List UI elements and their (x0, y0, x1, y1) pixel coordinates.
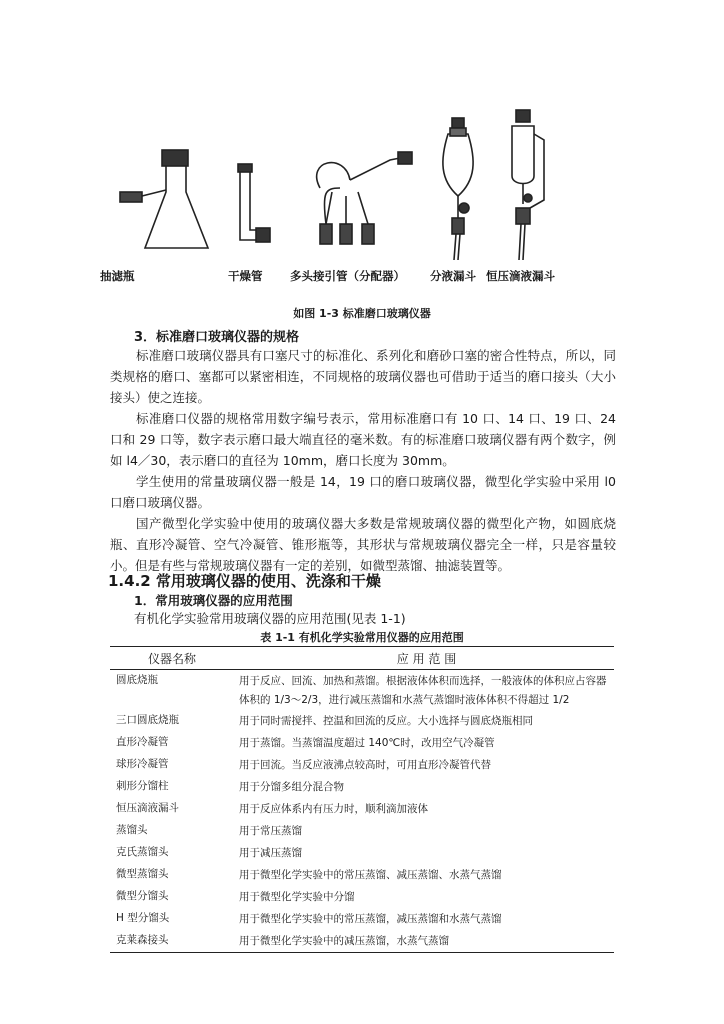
table-row (110, 710, 614, 732)
instrument-table (110, 646, 614, 953)
figure-caption: 如图 1-3 标准磨口玻璃仪器 (293, 307, 431, 320)
pressure-funnel-drawing (512, 110, 544, 260)
subsection-1-heading: 1．常用玻璃仪器的应用范围 (134, 593, 293, 608)
figure-label-drying-tube: 干燥管 (228, 269, 263, 283)
instrument-use: 用于反应、回流、加热和蒸馏。根据液体体积而选择，一般液体的体积应占容器体积的 1/3～2/3，进行减压蒸馏和水蒸气蒸馏时液体体积不得超过 1/2 (239, 675, 607, 706)
table-intro-text: 有机化学实验常用玻璃仪器的应用范围(见表 1-1) (134, 611, 406, 626)
column-header-name: 仪器名称 (110, 647, 239, 670)
table-row (110, 864, 614, 886)
figure-label-multi-adapter: 多头接引管（分配器） (290, 269, 405, 283)
table-row (110, 732, 614, 754)
instrument-name: 直形冷凝管 (116, 736, 169, 748)
instrument-use: 用于分馏多组分混合物 (239, 781, 344, 793)
figure-label-suction-flask: 抽滤瓶 (100, 269, 135, 283)
table-row (110, 908, 614, 930)
instrument-name: 微型分馏头 (116, 890, 169, 902)
instrument-name: 三口圆底烧瓶 (116, 714, 179, 726)
instrument-use: 用于回流。当反应液沸点较高时，可用直形冷凝管代替 (239, 759, 491, 771)
instrument-use: 用于减压蒸馏 (239, 847, 302, 859)
figure-label-separatory-funnel: 分液漏斗 (430, 269, 476, 283)
column-header-use: 应 用 范 围 (239, 647, 614, 670)
glassware-figure (100, 100, 620, 290)
instrument-use: 用于反应体系内有压力时，顺利滴加液体 (239, 803, 428, 815)
instrument-name: 克氏蒸馏头 (116, 846, 169, 858)
table-row (110, 842, 614, 864)
table-row (110, 754, 614, 776)
instrument-name: 克莱森接头 (110, 930, 239, 953)
paragraph-4: 国产微型化学实验中使用的玻璃仪器大多数是常规玻璃仪器的微型化产物，如圆底烧瓶、直形冷凝管、空气冷凝管、锥形瓶等，其形状与常规玻璃仪器完全一样，只是容量较小。但是有些与常规玻璃仪器有一定的差别，如微型蒸馏、抽滤装置等。 (110, 516, 616, 573)
drying-tube-drawing (238, 164, 270, 242)
instrument-use: 用于微型化学实验中分馏 (239, 891, 355, 903)
table-row (110, 930, 614, 953)
table-row (110, 798, 614, 820)
instrument-use: 用于微型化学实验中的常压蒸馏、减压蒸馏、水蒸气蒸馏 (239, 869, 502, 881)
multi-adapter-drawing (317, 152, 412, 244)
table-row (110, 776, 614, 798)
instrument-name: 微型蒸馏头 (116, 868, 169, 880)
section-3-heading: 3．标准磨口玻璃仪器的规格 (134, 330, 300, 345)
paragraph-2: 标准磨口仪器的规格常用数字编号表示，常用标准磨口有 10 口、14 口、19 口、24 口和 29 口等，数字表示磨口最大端直径的毫米数。有的标准磨口玻璃仪器有两个数字，例如 l4／30，表示磨口的直径为 10mm，磨口长度为 30mm。 (110, 411, 616, 468)
instrument-name: 恒压滴液漏斗 (116, 802, 179, 814)
suction-flask-drawing (120, 150, 208, 248)
table-header-row (110, 647, 614, 670)
instrument-use: 用于蒸馏。当蒸馏温度超过 140℃时，改用空气冷凝管 (239, 737, 495, 749)
paragraph-1: 标准磨口玻璃仪器具有口塞尺寸的标准化、系列化和磨砂口塞的密合性特点，所以，同类规格的磨口、塞都可以紧密相连，不同规格的玻璃仪器也可借助于适当的磨口接头（大小接头）使之连接。 (110, 348, 616, 405)
glassware-illustration (100, 100, 620, 290)
paragraph-3: 学生使用的常量玻璃仪器一般是 14，19 口的磨口玻璃仪器，微型化学实验中采用 l0 口磨口玻璃仪器。 (110, 474, 616, 510)
instrument-name: 圆底烧瓶 (116, 674, 158, 686)
section-1-4-2-heading: 1.4.2 常用玻璃仪器的使用、洗涤和干燥 (108, 572, 381, 590)
table-caption: 表 1-1 有机化学实验常用仪器的应用范围 (260, 631, 464, 644)
instrument-use: 用于微型化学实验中的常压蒸馏，减压蒸馏和水蒸气蒸馏 (239, 913, 502, 925)
table-row (110, 820, 614, 842)
instrument-name: H 型分馏头 (116, 912, 170, 924)
instrument-name: 刺形分馏柱 (116, 780, 169, 792)
separatory-funnel-drawing (443, 118, 473, 260)
instrument-use: 用于常压蒸馏 (239, 825, 302, 837)
figure-label-pressure-funnel: 恒压滴液漏斗 (486, 269, 555, 283)
instrument-name: 蒸馏头 (116, 824, 148, 836)
instrument-use: 用于同时需搅拌、控温和回流的反应。大小选择与圆底烧瓶相同 (239, 715, 533, 727)
table-row (110, 886, 614, 908)
instrument-name: 球形冷凝管 (116, 758, 169, 770)
instrument-use: 用于微型化学实验中的减压蒸馏，水蒸气蒸馏 (239, 930, 614, 953)
table-row (110, 670, 614, 711)
